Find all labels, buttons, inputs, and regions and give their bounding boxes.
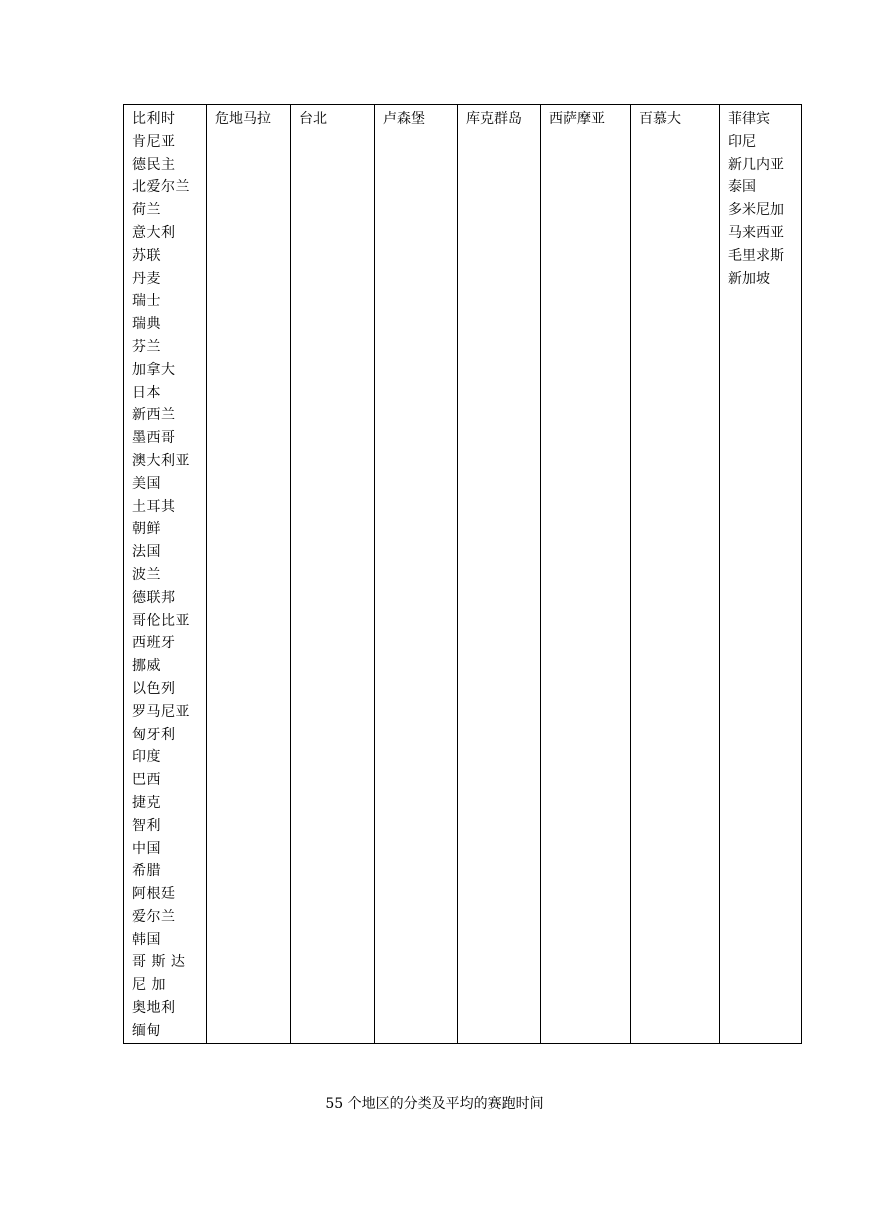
region-name: 美国 — [132, 475, 161, 492]
region-name: 印度 — [132, 749, 161, 766]
region-name: 马来西亚 — [728, 224, 784, 241]
region-name: 百慕大 — [639, 111, 681, 127]
region-name: 罗马尼亚 — [132, 703, 190, 720]
region-name: 芬兰 — [132, 338, 161, 355]
region-name: 意大利 — [132, 224, 176, 241]
region-name: 菲律宾 — [728, 111, 770, 127]
region-name: 北爱尔兰 — [132, 179, 190, 196]
region-name: 墨西哥 — [132, 430, 176, 447]
region-name: 挪威 — [132, 658, 161, 675]
table-cell-group-2 — [207, 105, 291, 1044]
region-name: 韩国 — [132, 931, 161, 948]
region-name: 哥 斯 达 尼 加 — [132, 954, 186, 994]
region-name: 波兰 — [132, 566, 161, 583]
region-name: 泰国 — [728, 179, 756, 196]
table-caption: 55 个地区的分类及平均的赛跑时间 — [325, 1096, 544, 1112]
region-name: 荷兰 — [132, 202, 161, 219]
region-name: 土耳其 — [132, 498, 176, 515]
region-name: 德联邦 — [132, 589, 176, 606]
region-name: 多米尼加 — [728, 202, 784, 219]
region-name: 毛里求斯 — [728, 247, 784, 264]
region-name: 法国 — [132, 544, 161, 561]
region-name: 奥地利 — [132, 1000, 176, 1017]
region-name: 缅甸 — [132, 1022, 161, 1039]
region-name: 爱尔兰 — [132, 908, 176, 925]
region-name: 库克群岛 — [466, 111, 522, 127]
region-name: 希腊 — [132, 863, 161, 880]
region-name: 瑞典 — [132, 316, 161, 333]
table-cell-group-8 — [720, 105, 802, 1044]
region-name: 阿根廷 — [132, 886, 176, 903]
region-name: 丹麦 — [132, 270, 161, 287]
region-name: 新加坡 — [728, 270, 770, 287]
region-name: 西班牙 — [132, 635, 176, 652]
region-name: 新几内亚 — [728, 156, 784, 173]
region-name: 危地马拉 — [215, 111, 271, 127]
table-cell-group-1 — [124, 105, 207, 1044]
table-cell-group-4 — [375, 105, 458, 1044]
region-name: 德民主 — [132, 156, 176, 173]
table-cell-group-6 — [541, 105, 631, 1044]
table-row — [124, 105, 802, 1044]
region-name: 苏联 — [132, 247, 161, 264]
region-table-container — [123, 104, 802, 1044]
region-name: 日本 — [132, 384, 161, 401]
region-name: 巴西 — [132, 772, 161, 789]
region-name: 肯尼亚 — [132, 133, 176, 150]
region-name: 捷克 — [132, 794, 161, 811]
region-name: 台北 — [299, 111, 327, 127]
table-cell-group-7 — [631, 105, 720, 1044]
region-name: 智利 — [132, 817, 161, 834]
region-name: 以色列 — [132, 680, 176, 697]
region-name: 卢森堡 — [383, 111, 425, 127]
region-classification-table — [123, 104, 802, 1044]
table-cell-group-3 — [291, 105, 375, 1044]
region-name: 匈牙利 — [132, 726, 176, 743]
region-name: 澳大利亚 — [132, 452, 190, 469]
region-name: 比利时 — [132, 111, 176, 127]
region-name: 西萨摩亚 — [549, 111, 605, 127]
table-cell-group-5 — [458, 105, 541, 1044]
region-name: 新西兰 — [132, 407, 176, 424]
region-name: 朝鲜 — [132, 521, 161, 538]
region-name: 瑞士 — [132, 293, 161, 310]
region-name: 哥伦比亚 — [132, 612, 190, 629]
region-name: 印尼 — [728, 133, 756, 150]
region-name: 中国 — [132, 840, 161, 857]
region-name: 加拿大 — [132, 361, 176, 378]
